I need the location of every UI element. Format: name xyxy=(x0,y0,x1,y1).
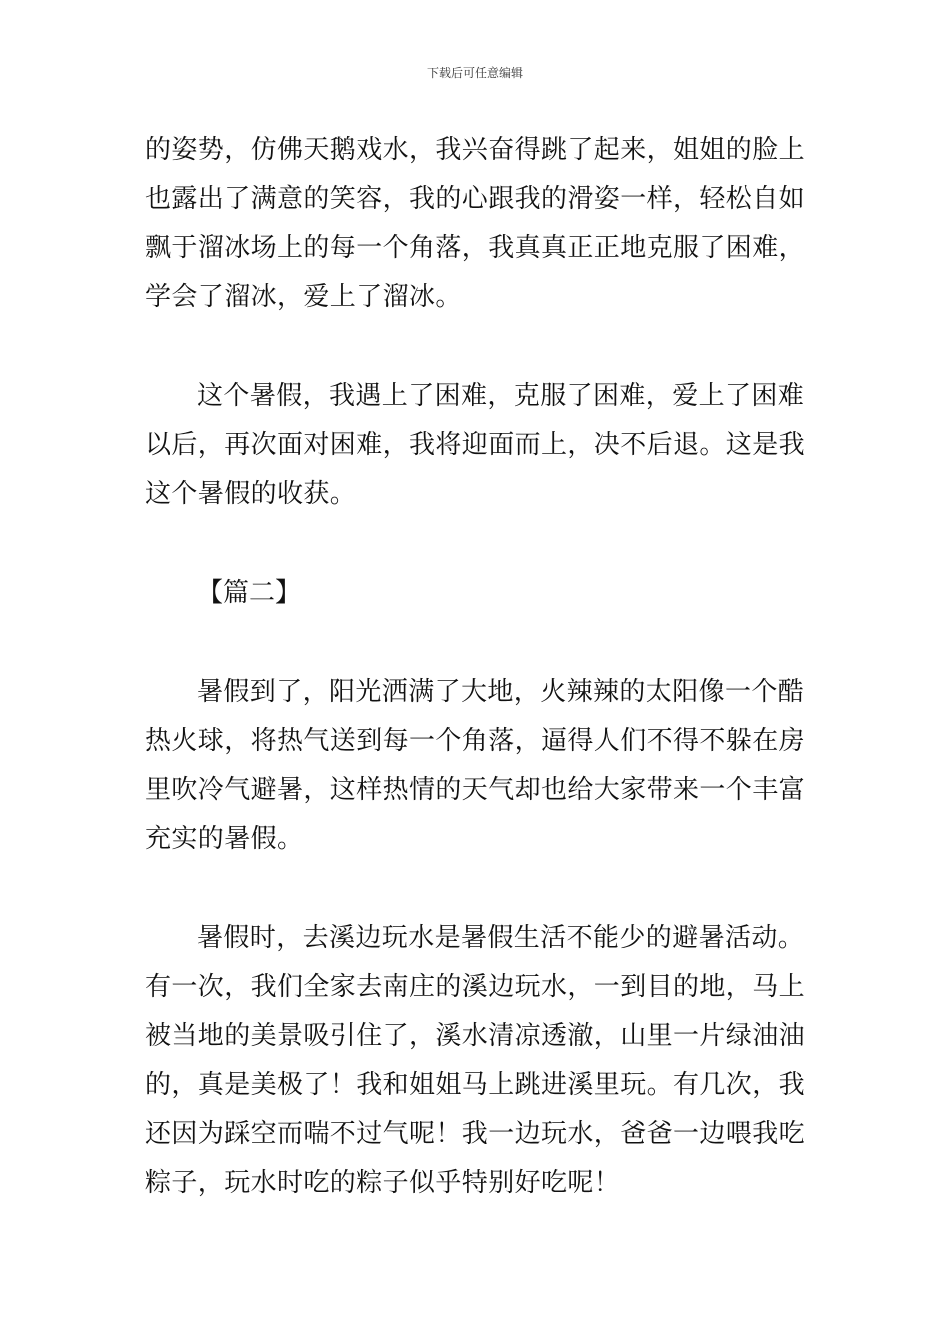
paragraph-line: 还因为踩空而喘不过气呢！我一边玩水，爸爸一边喂我吃 xyxy=(145,1119,806,1149)
paragraph-line: 粽子，玩水时吃的粽子似乎特别好吃呢！ xyxy=(145,1168,621,1198)
paragraph-gap xyxy=(145,519,810,569)
document-body xyxy=(145,126,810,1208)
paragraph-line: 有一次，我们全家去南庄的溪边玩水，一到目的地，马上 xyxy=(145,972,806,1002)
paragraph-line: 热火球，将热气送到每一个角落，逼得人们不得不躲在房 xyxy=(145,726,806,756)
paragraph-line: 飘于溜冰场上的每一个角落，我真真正正地克服了困难， xyxy=(145,233,806,263)
paragraph-line: 里吹冷气避暑，这样热情的天气却也给大家带来一个丰富 xyxy=(145,775,806,805)
paragraph-gap xyxy=(145,618,810,668)
section-heading: 【篇二】 xyxy=(197,578,302,608)
page-header: 下载后可任意编辑 xyxy=(426,66,523,80)
paragraph-line: 暑假时，去溪边玩水是暑假生活不能少的避暑活动。 xyxy=(197,923,805,953)
paragraph-line: 也露出了满意的笑容，我的心跟我的滑姿一样，轻松自如 xyxy=(145,184,806,214)
paragraph-gap xyxy=(145,864,810,914)
paragraph-gap xyxy=(145,322,810,372)
paragraph-line: 充实的暑假。 xyxy=(145,824,304,854)
paragraph-line: 学会了溜冰，爱上了溜冰。 xyxy=(145,282,462,312)
paragraph-line: 暑假到了，阳光洒满了大地，火辣辣的太阳像一个酷 xyxy=(197,677,805,707)
paragraph-line: 这个暑假的收获。 xyxy=(145,479,357,509)
paragraph-line: 以后，再次面对困难，我将迎面而上，决不后退。这是我 xyxy=(145,430,806,460)
paragraph-line: 被当地的美景吸引住了，溪水清凉透澈，山里一片绿油油 xyxy=(145,1021,806,1051)
paragraph-line: 的，真是美极了！我和姐姐马上跳进溪里玩。有几次，我 xyxy=(145,1070,806,1100)
paragraph-line: 这个暑假，我遇上了困难，克服了困难，爱上了困难 xyxy=(197,381,805,411)
paragraph-line: 的姿势，仿佛天鹅戏水，我兴奋得跳了起来，姐姐的脸上 xyxy=(145,135,806,165)
